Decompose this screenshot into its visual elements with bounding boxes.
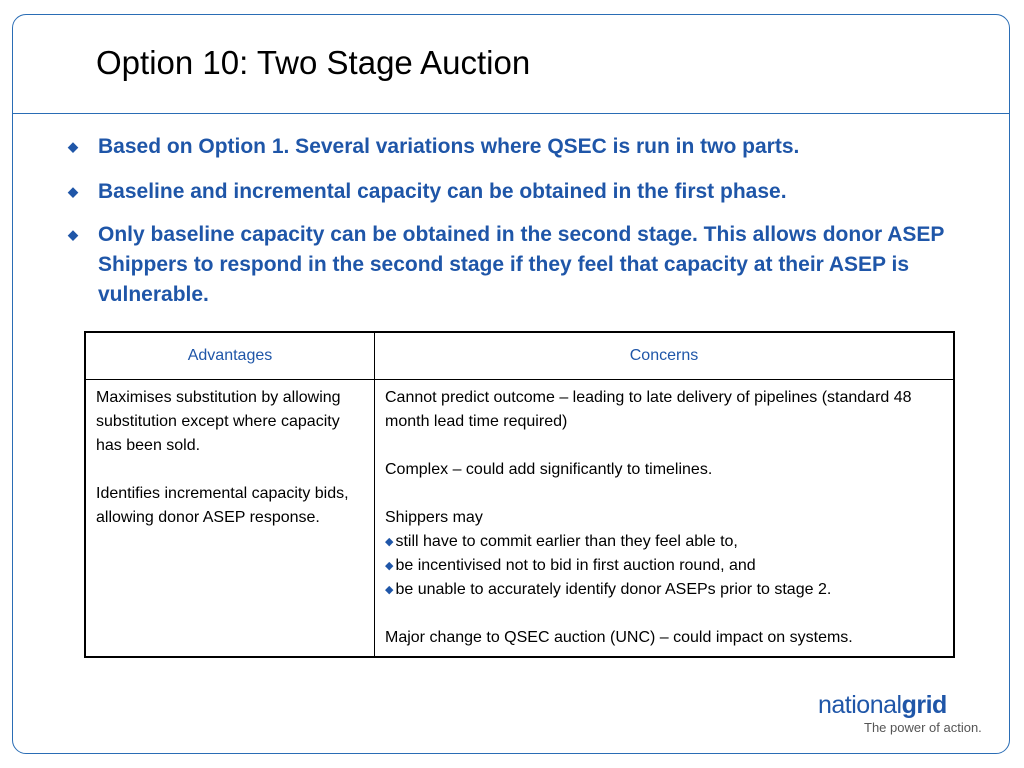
diamond-bullet-icon: ◆ [385,536,394,548]
concerns-header: Concerns [375,332,955,380]
concern-sub-item: ◆ be incentivised not to bid in first auction round, and [385,554,945,578]
table-row [85,380,954,658]
advantages-cell [85,380,375,658]
concerns-cell [375,380,955,658]
advantages-header: Advantages [85,332,375,380]
diamond-bullet-icon: ◆ [68,139,78,154]
concern-item: Major change to QSEC auction (UNC) – could impact on systems. [385,629,853,646]
logo-wordmark: nationalgrid [818,691,947,719]
bullet-item [68,220,998,310]
logo-tagline: The power of action. [864,720,982,735]
comparison-table [84,331,955,658]
table-header-row [85,332,954,380]
diamond-bullet-icon: ◆ [68,184,78,199]
bullet-text: Based on Option 1. Several variations where QSEC is run in two parts. [98,135,800,158]
bullet-text: Only baseline capacity can be obtained in the second stage. This allows donor ASEP Shippers to respond in the second stage if they feel that capacity at their ASEP is vulnerable. [98,223,945,306]
slide-title: Option 10: Two Stage Auction [96,44,531,81]
advantage-item: Identifies incremental capacity bids, allowing donor ASEP response. [96,485,349,526]
bullet-list [68,132,998,310]
concern-item: Complex – could add significantly to timelines. [385,461,713,478]
diamond-bullet-icon: ◆ [68,227,78,242]
bullet-item [68,132,998,162]
concern-sub-item: ◆ be unable to accurately identify donor ASEPs prior to stage 2. [385,578,945,602]
concern-sub-item: ◆ still have to commit earlier than they feel able to, [385,530,945,554]
title-divider [13,113,1009,114]
concern-intro: Shippers may [385,509,483,526]
diamond-bullet-icon: ◆ [385,584,394,596]
national-grid-logo [818,690,998,736]
diamond-bullet-icon: ◆ [385,560,394,572]
bullet-text: Baseline and incremental capacity can be obtained in the first phase. [98,180,787,203]
bullet-item [68,177,998,207]
advantage-item: Maximises substitution by allowing substitution except where capacity has been sold. [96,389,341,454]
concern-item: Cannot predict outcome – leading to late delivery of pipelines (standard 48 month lead time required) [385,389,912,430]
